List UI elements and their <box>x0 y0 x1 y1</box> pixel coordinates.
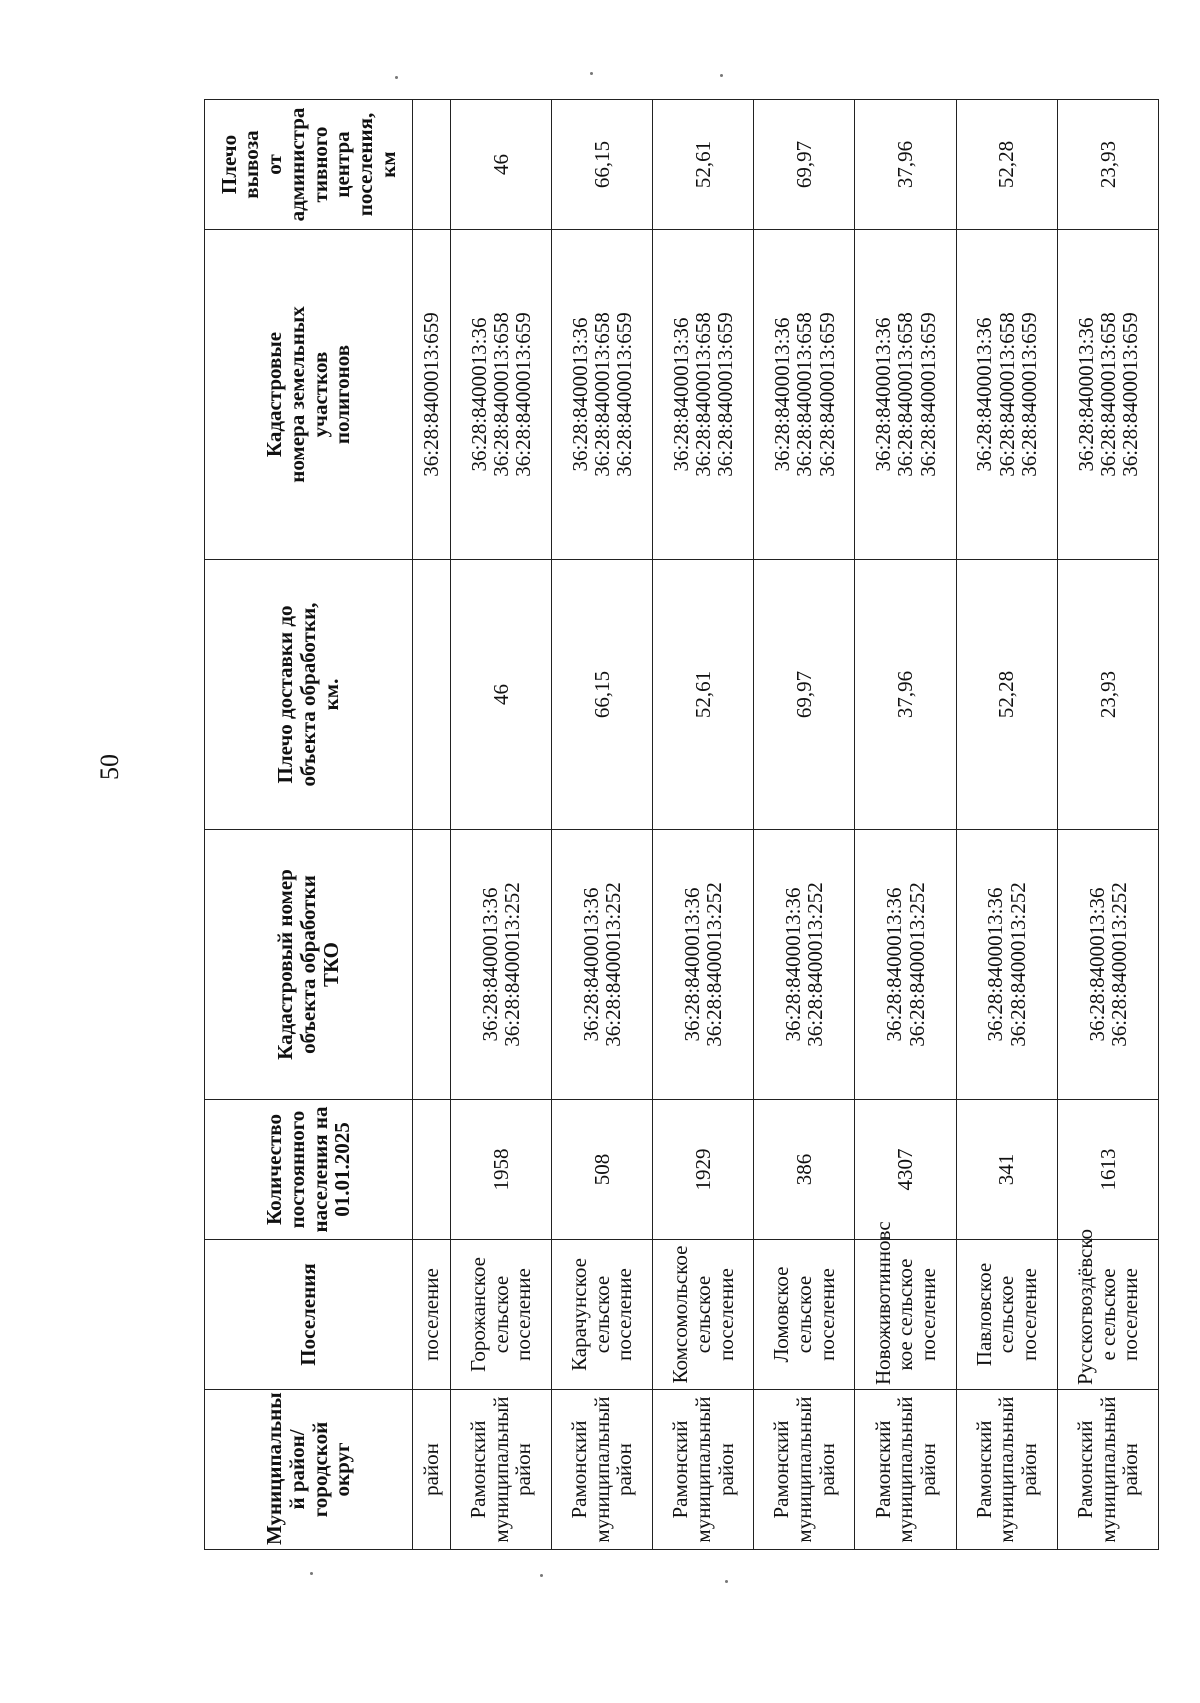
cell-delivery-distance: 52,28 <box>956 560 1057 830</box>
cell-district: Рамонский муниципальный район <box>754 1390 855 1550</box>
table-row <box>1057 100 1158 1550</box>
cell-processing-cadastral: 36:28:8400013:36 36:28:8400013:252 <box>855 830 956 1100</box>
cell-population: 1929 <box>653 1100 754 1240</box>
cell-delivery-distance: 37,96 <box>855 560 956 830</box>
cell-landfill-cadastral: 36:28:8400013:659 <box>413 230 451 560</box>
cell-settlement: Ломовское сельское поселение <box>754 1240 855 1390</box>
cell-delivery-distance: 52,61 <box>653 560 754 830</box>
cell-processing-cadastral: 36:28:8400013:36 36:28:8400013:252 <box>653 830 754 1100</box>
cell-landfill-cadastral: 36:28:8400013:36 36:28:8400013:658 36:28:8400013:659 <box>653 230 754 560</box>
cell-settlement: Русскогвоздёвско е сельское поселение <box>1057 1240 1158 1390</box>
cell-export-distance: 52,61 <box>653 100 754 230</box>
cell-landfill-cadastral: 36:28:8400013:36 36:28:8400013:658 36:28:8400013:659 <box>855 230 956 560</box>
cell-landfill-cadastral: 36:28:8400013:36 36:28:8400013:658 36:28:8400013:659 <box>956 230 1057 560</box>
cell-population: 386 <box>754 1100 855 1240</box>
cell-landfill-cadastral: 36:28:8400013:36 36:28:8400013:658 36:28:8400013:659 <box>1057 230 1158 560</box>
cell-delivery-distance <box>413 560 451 830</box>
cell-district: Рамонский муниципальный район <box>956 1390 1057 1550</box>
cell-population: 341 <box>956 1100 1057 1240</box>
cell-processing-cadastral: 36:28:8400013:36 36:28:8400013:252 <box>450 830 551 1100</box>
scan-speck <box>725 1580 728 1583</box>
cell-export-distance <box>413 100 451 230</box>
waste-logistics-table <box>204 99 1159 1550</box>
header-landfill-cadastral: Кадастровые номера земельных участков полигонов <box>205 230 413 560</box>
table-row <box>450 100 551 1550</box>
cell-settlement: Комсомольское сельское поселение <box>653 1240 754 1390</box>
header-district: Муниципальны й район/ городской округ <box>205 1390 413 1550</box>
table-row <box>855 100 956 1550</box>
cell-processing-cadastral: 36:28:8400013:36 36:28:8400013:252 <box>956 830 1057 1100</box>
cell-processing-cadastral <box>413 830 451 1100</box>
table-row <box>653 100 754 1550</box>
table-header-row <box>205 100 413 1550</box>
cell-population: 1613 <box>1057 1100 1158 1240</box>
cell-population: 1958 <box>450 1100 551 1240</box>
table-row <box>754 100 855 1550</box>
header-export-distance: Плечо вывоза от администра тивного центра поселения, км <box>205 100 413 230</box>
cell-district: Рамонский муниципальный район <box>552 1390 653 1550</box>
page-number: 50 <box>95 754 124 780</box>
cell-district: Рамонский муниципальный район <box>450 1390 551 1550</box>
cell-export-distance: 66,15 <box>552 100 653 230</box>
cell-district: Рамонский муниципальный район <box>1057 1390 1158 1550</box>
cell-district: Рамонский муниципальный район <box>653 1390 754 1550</box>
scan-speck <box>590 72 593 75</box>
cell-delivery-distance: 23,93 <box>1057 560 1158 830</box>
cell-export-distance: 37,96 <box>855 100 956 230</box>
header-settlement: Поселения <box>205 1240 413 1390</box>
cell-population: 4307 <box>855 1100 956 1240</box>
cell-population <box>413 1100 451 1240</box>
cell-processing-cadastral: 36:28:8400013:36 36:28:8400013:252 <box>754 830 855 1100</box>
cell-processing-cadastral: 36:28:8400013:36 36:28:8400013:252 <box>1057 830 1158 1100</box>
scan-speck <box>720 74 723 77</box>
continuation-row <box>413 100 451 1550</box>
cell-landfill-cadastral: 36:28:8400013:36 36:28:8400013:658 36:28:8400013:659 <box>754 230 855 560</box>
cell-district: район <box>413 1390 451 1550</box>
cell-landfill-cadastral: 36:28:8400013:36 36:28:8400013:658 36:28:8400013:659 <box>450 230 551 560</box>
scan-speck <box>395 76 398 79</box>
scan-speck <box>310 1572 313 1575</box>
cell-population: 508 <box>552 1100 653 1240</box>
table-row <box>956 100 1057 1550</box>
cell-settlement: Горожанское сельское поселение <box>450 1240 551 1390</box>
cell-processing-cadastral: 36:28:8400013:36 36:28:8400013:252 <box>552 830 653 1100</box>
cell-delivery-distance: 46 <box>450 560 551 830</box>
cell-delivery-distance: 66,15 <box>552 560 653 830</box>
rotated-table-container <box>204 100 1159 1550</box>
cell-export-distance: 23,93 <box>1057 100 1158 230</box>
header-population: Количество постоянного населения на 01.01.2025 <box>205 1100 413 1240</box>
cell-delivery-distance: 69,97 <box>754 560 855 830</box>
cell-export-distance: 52,28 <box>956 100 1057 230</box>
header-processing-cadastral: Кадастровый номер объекта обработки ТКО <box>205 830 413 1100</box>
cell-export-distance: 69,97 <box>754 100 855 230</box>
table-row <box>552 100 653 1550</box>
cell-export-distance: 46 <box>450 100 551 230</box>
cell-landfill-cadastral: 36:28:8400013:36 36:28:8400013:658 36:28:8400013:659 <box>552 230 653 560</box>
header-delivery-distance: Плечо доставки до объекта обработки, км. <box>205 560 413 830</box>
cell-settlement: поселение <box>413 1240 451 1390</box>
cell-settlement: Карачунское сельское поселение <box>552 1240 653 1390</box>
cell-settlement: Павловское сельское поселение <box>956 1240 1057 1390</box>
cell-district: Рамонский муниципальный район <box>855 1390 956 1550</box>
scan-speck <box>540 1574 543 1577</box>
cell-settlement: Новоживотинновс кое сельское поселение <box>855 1240 956 1390</box>
